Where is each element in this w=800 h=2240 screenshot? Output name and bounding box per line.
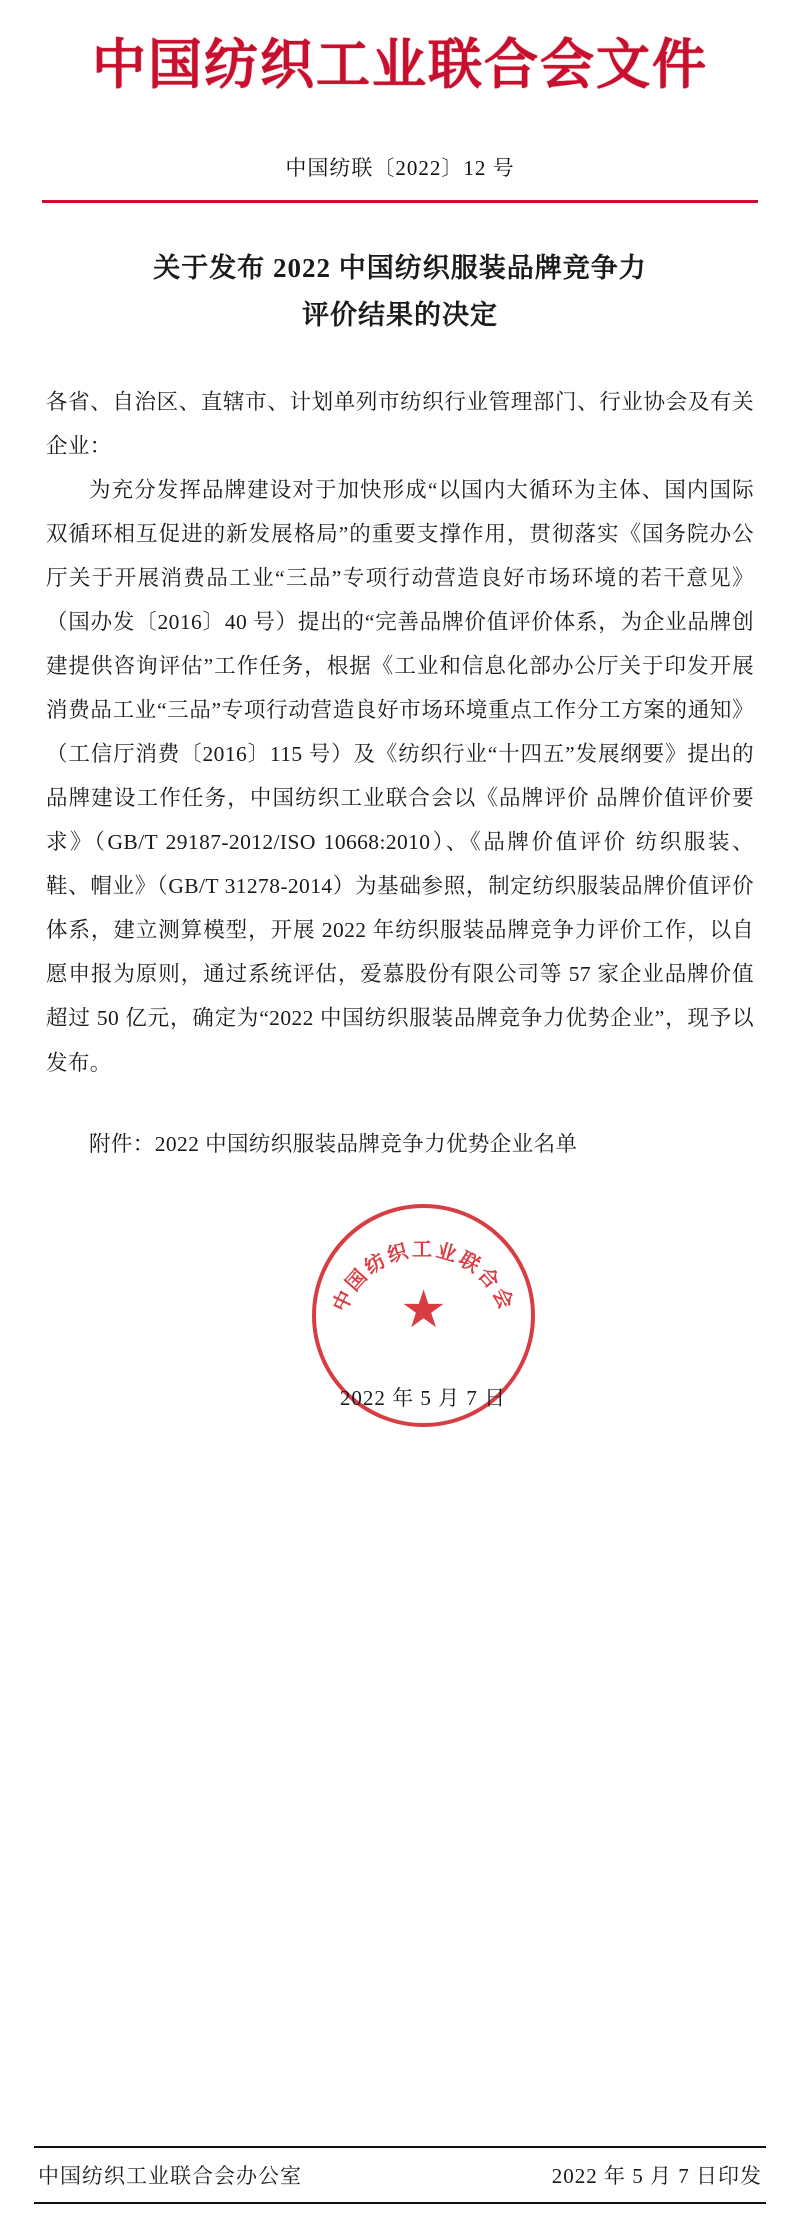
masthead-title: 中国纺织工业联合会文件: [92, 35, 708, 95]
footer-divider-top: [34, 2146, 766, 2148]
masthead: [0, 0, 800, 96]
seal-date: 2022 年 5 月 7 日: [339, 1385, 507, 1410]
footer-divider-bottom: [34, 2202, 766, 2204]
svg-text:中国纺织工业联合会: 中国纺织工业联合会: [329, 1238, 518, 1315]
main-paragraph: 为充分发挥品牌建设对于加快形成“以国内大循环为主体、国内国际双循环相互促进的新发展格局”的重要支撑作用，贯彻落实《国务院办公厅关于开展消费品工业“三品”专项行动营造良好市场环境的若干意见》（国办发〔2016〕40 号）提出的“完善品牌价值评价体系，为企业品牌创建提供咨询评估”工作任务，根据《工业和信息化部办公厅关于印发开展消费品工业“三品”专项行动营造良好市场环境重点工作分工方案的通知》（工信厅消费〔2016〕115 号）及《纺织行业“十四五”发展纲要》提出的品牌建设工作任务，中国纺织工业联合会以《品牌评价 品牌价值评价要求》（GB/T 29187-2012/ISO 10668:2010）、《品牌价值评价 纺织服装、鞋、帽业》（GB/T 31278-2014）为基础参照，制定纺织服装品牌价值评价体系，建立测算模型，开展 2022 年纺织服装品牌竞争力评价工作，以自愿申报为原则，通过系统评估，爱慕股份有限公司等 57 家企业品牌价值超过 50 亿元，确定为“2022 中国纺织服装品牌竞争力优势企业”，现予以发布。: [46, 477, 754, 1075]
attachment-line: 附件：2022 中国纺织服装品牌竞争力优势企业名单: [89, 1131, 578, 1156]
footer-issue-date: 2022 年 5 月 7 日印发: [551, 2164, 762, 2188]
document-number: 中国纺联〔2022〕12 号: [285, 156, 515, 181]
document-number-row: [0, 152, 800, 182]
salutation-paragraph: 各省、自治区、直辖市、计划单列市纺织行业管理部门、行业协会及有关企业：: [46, 389, 754, 458]
footer-issuer: 中国纺织工业联合会办公室: [38, 2164, 302, 2188]
page-title-line-1: 关于发布 2022 中国纺织服装品牌竞争力: [153, 253, 647, 284]
red-divider-rule: [42, 200, 758, 203]
document-footer: [0, 2146, 800, 2204]
official-seal-area: [0, 1194, 800, 1494]
page-title: [95, 245, 705, 340]
page-title-line-2: 评价结果的决定: [302, 300, 498, 331]
document-body: [46, 380, 754, 1085]
seal-star-icon: ★: [400, 1281, 447, 1339]
